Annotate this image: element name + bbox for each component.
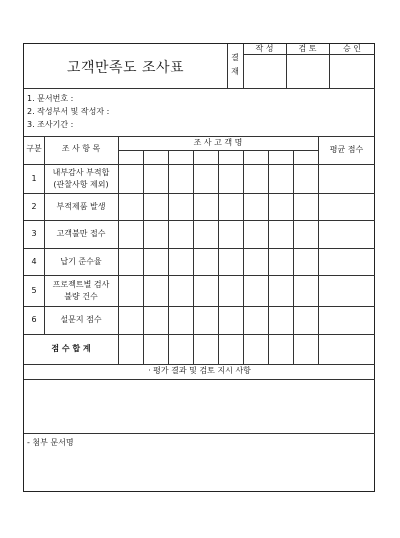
divider <box>24 364 375 365</box>
divider <box>193 150 194 364</box>
divider <box>218 150 219 364</box>
approver-writer: 작 성 <box>255 44 274 53</box>
attachment-label: - 첨부 문서명 <box>27 438 74 447</box>
divider <box>268 150 269 364</box>
divider <box>24 193 375 194</box>
col-category-header: 구분 <box>26 144 42 153</box>
divider <box>24 306 375 307</box>
period-label: 3. 조사기간 : <box>27 120 74 129</box>
divider <box>24 88 375 89</box>
divider <box>24 164 375 165</box>
signature-box-writer[interactable] <box>244 55 285 87</box>
col-items-header: 조 사 항 목 <box>61 144 101 153</box>
signature-box-reviewer[interactable] <box>287 55 328 87</box>
divider <box>143 150 144 364</box>
divider <box>118 136 119 364</box>
writer-label: 2. 작성부서 및 작성자 : <box>27 107 110 116</box>
divider <box>24 275 375 276</box>
row-number: 6 <box>31 315 37 324</box>
row-item-line1: 부적제품 발생 <box>56 202 106 211</box>
approval-label-top: 결 <box>231 53 239 62</box>
review-notes-area[interactable] <box>25 380 374 432</box>
divider <box>318 136 319 364</box>
row-number: 2 <box>31 202 37 211</box>
row-number: 3 <box>31 229 37 238</box>
row-item-line2: 불량 건수 <box>64 292 98 301</box>
col-customers-header: 조 사 고 객 명 <box>193 138 243 147</box>
row-number: 5 <box>31 286 37 295</box>
divider <box>24 334 375 335</box>
row-number: 1 <box>31 174 37 183</box>
divider <box>24 220 375 221</box>
col-average-header: 평균 점수 <box>329 145 364 154</box>
row-item-line1: 프로젝트별 검사 <box>52 280 110 289</box>
row-item-line1: 고객불만 접수 <box>56 229 106 238</box>
approver-approver: 승 인 <box>343 44 361 53</box>
approval-label-bottom: 재 <box>231 67 239 76</box>
form-title: 고객만족도 조사표 <box>66 60 185 76</box>
row-number: 4 <box>31 257 37 266</box>
doc-number-label: 1. 문서번호 : <box>27 94 74 103</box>
divider <box>24 433 375 434</box>
row-item-line1: 설문지 점수 <box>60 315 102 324</box>
review-heading: · 평가 결과 및 검토 지시 사항 <box>148 366 251 375</box>
survey-form <box>23 43 375 492</box>
row-item-line1: 납기 준수율 <box>60 257 102 266</box>
total-label: 점 수 합 계 <box>51 344 91 353</box>
divider <box>168 150 169 364</box>
divider <box>293 150 294 364</box>
approver-reviewer: 검 토 <box>298 44 317 53</box>
row-item-line2: (관찰사항 제외) <box>53 180 109 189</box>
row-item-line1: 내부감사 부적합 <box>52 168 110 177</box>
divider <box>227 44 228 88</box>
divider <box>24 248 375 249</box>
signature-box-approver[interactable] <box>330 55 374 87</box>
divider <box>24 136 375 137</box>
divider <box>243 150 244 364</box>
